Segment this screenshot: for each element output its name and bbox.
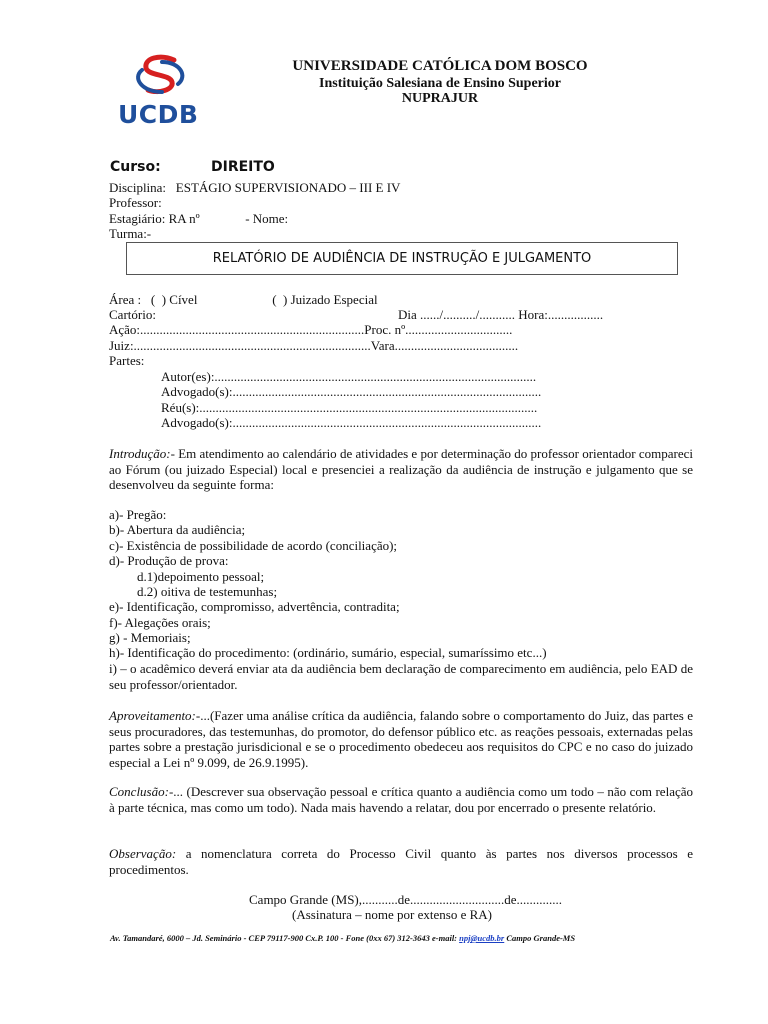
estagiario-line: Estagiário: RA nº - Nome: <box>109 211 289 226</box>
observacao-text: a nomenclatura correta do Processo Civil quanto às partes nos diversos processos e procedimentos. <box>109 846 693 877</box>
university-name: UNIVERSIDADE CATÓLICA DOM BOSCO <box>292 58 588 74</box>
aproveitamento-text: -...(Fazer uma análise crítica da audiência, falando sobre o comportamento do Juiz, das partes e seus procuradores, das testemunhas, do promotor, do defensor público etc. as reações pessoais, externadas pelas partes sobre a prestação jurisdicional e se o procedimento obedeceu aos requisitos do CPC e no caso do juizado especial a Lei nº 9.099, de 26.9.1995). <box>109 708 693 770</box>
list-item: h)- Identificação do procedimento: (ordinário, sumário, especial, sumaríssimo etc...) <box>109 645 547 660</box>
reu-line: Réu(s):........................................................................................................ <box>161 400 538 415</box>
logo-text: UCDB <box>118 100 199 129</box>
item-i-paragraph: i) – o acadêmico deverá enviar ata da audiência bem declaração de comparecimento em audiência, pelo EAD de seu professor/orientador. <box>109 661 693 692</box>
footer-city: Campo Grande-MS <box>504 933 576 943</box>
intro-paragraph <box>109 446 693 493</box>
report-title-box <box>126 242 678 275</box>
intro-text: - Em atendimento ao calendário de atividades e por determinação do professor orientador compareci ao Fórum (ou juizado Especial) local e presenciei a realização da audiência de instrução e julgamento que se desenvolveu da seguinte forma: <box>109 446 693 492</box>
aproveitamento-paragraph <box>109 708 693 770</box>
list-item: f)- Alegações orais; <box>109 615 211 630</box>
dia-hora-line: Dia ....../........../........... Hora:................. <box>398 307 604 322</box>
professor-line: Professor: <box>109 195 162 210</box>
conclusao-paragraph <box>109 784 693 815</box>
institution-name: Instituição Salesiana de Ensino Superior <box>319 76 561 91</box>
autor-line: Autor(es):................................................................................................... <box>161 369 537 384</box>
acao-line: Ação:.....................................................................Proc. nº................................. <box>109 322 513 337</box>
list-item: a)- Pregão: <box>109 507 167 522</box>
list-item: c)- Existência de possibilidade de acordo (conciliação); <box>109 538 398 553</box>
list-item: b)- Abertura da audiência; <box>109 522 246 537</box>
course-label: Curso: <box>110 159 161 175</box>
list-item: e)- Identificação, compromisso, advertência, contradita; <box>109 599 400 614</box>
conclusao-text: -... (Descrever sua observação pessoal e crítica quanto a audiência como um todo – não com relação à parte técnica, mas como um todo). Nada mais havendo a relatar, dou por encerrado o presente relatório. <box>109 784 693 815</box>
observacao-paragraph <box>109 846 693 877</box>
footer-address <box>110 933 575 943</box>
list-item: d.1)depoimento pessoal; <box>137 569 265 584</box>
list-item: d)- Produção de prova: <box>109 553 229 568</box>
signature-note: (Assinatura – nome por extenso e RA) <box>292 907 493 922</box>
course-value: DIREITO <box>211 159 275 175</box>
disciplina-line: Disciplina: ESTÁGIO SUPERVISIONADO – III E IV <box>109 180 401 195</box>
ucdb-swirl-icon <box>112 52 212 102</box>
report-title: RELATÓRIO DE AUDIÊNCIA DE INSTRUÇÃO E JULGAMENTO <box>212 251 592 266</box>
advogado-autor-line: Advogado(s):............................................................................................... <box>161 384 542 399</box>
juiz-line: Juiz:.........................................................................Vara...................................... <box>109 338 519 353</box>
ucdb-logo <box>112 52 212 138</box>
cartorio-label: Cartório: <box>109 307 156 322</box>
conclusao-label: Conclusão: <box>109 784 169 799</box>
list-item: g) - Memoriais; <box>109 630 191 645</box>
footer-address-text: Av. Tamandaré, 6000 – Jd. Seminário - CEP 79117-900 Cx.P. 100 - Fone (0xx 67) 312-3643 e-mail: <box>110 933 460 943</box>
intro-label: Introdução: <box>109 446 171 461</box>
aproveitamento-label: Aproveitamento: <box>109 708 196 723</box>
advogado-reu-line: Advogado(s):............................................................................................... <box>161 415 542 430</box>
partes-label: Partes: <box>109 353 145 368</box>
observacao-label: Observação: <box>109 846 177 861</box>
list-item: d.2) oitiva de testemunhas; <box>137 584 278 599</box>
footer-email-link[interactable]: npj@ucdb.br <box>459 933 505 943</box>
turma-line: Turma:- <box>109 226 152 241</box>
area-line: Área : ( ) Cível ( ) Juizado Especial <box>109 292 378 307</box>
department-name: NUPRAJUR <box>401 91 479 106</box>
place-date-line: Campo Grande (MS),...........de.............................de.............. <box>249 892 563 907</box>
